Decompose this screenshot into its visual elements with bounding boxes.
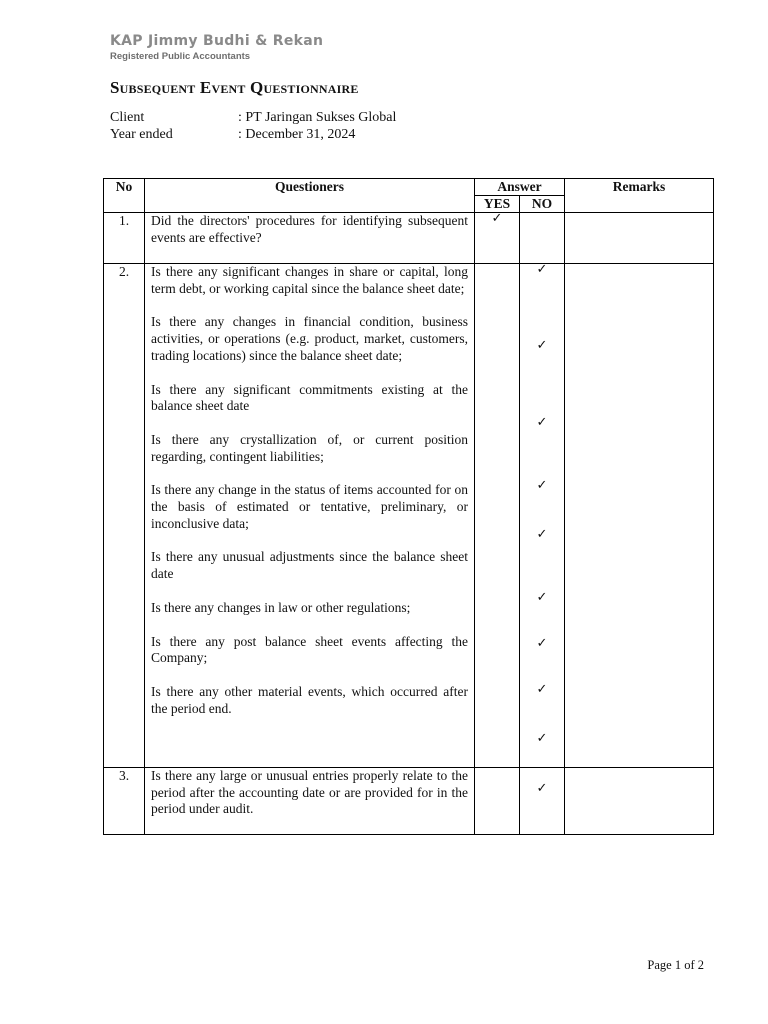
check-icon: ✓ — [536, 415, 548, 430]
check-icon: ✓ — [536, 338, 548, 353]
client-label: Client — [110, 110, 145, 125]
question-cell — [145, 264, 475, 768]
question-text: Is there any crystallization of, or current position regarding, contingent liabilities; — [151, 431, 468, 464]
year-ended-line — [110, 127, 355, 143]
remarks-cell — [565, 768, 714, 835]
header-no-answer: NO — [520, 196, 565, 213]
check-icon: ✓ — [536, 731, 548, 746]
question-text: Is there any other material events, which occurred after the period end. — [151, 683, 468, 716]
question-text: Is there any unusual adjustments since the balance sheet date — [151, 549, 468, 582]
yes-cell — [475, 264, 520, 768]
header-questions: Questioners — [145, 179, 475, 213]
question-cell — [145, 213, 475, 264]
check-icon: ✓ — [536, 590, 548, 605]
check-icon: ✓ — [536, 682, 548, 697]
year-ended-label: Year ended — [110, 127, 173, 142]
check-icon: ✓ — [536, 527, 548, 542]
client-value: : PT Jaringan Sukses Global — [238, 110, 397, 125]
question-text: Is there any large or unusual entries properly relate to the period after the accounting date or are provided for in the period under audit. — [151, 768, 468, 817]
question-text: Is there any changes in financial condition, business activities, or operations (e.g. product, market, customers, trading locations) since the balance sheet date; — [151, 314, 468, 363]
remarks-cell — [565, 213, 714, 264]
row-number: 3. — [104, 768, 145, 835]
questionnaire-table — [103, 178, 714, 835]
question-text: Is there any significant commitments existing at the balance sheet date — [151, 381, 468, 414]
check-icon: ✓ — [536, 262, 548, 277]
question-cell — [145, 768, 475, 835]
page-number: Page 1 of 2 — [647, 958, 704, 972]
firm-name: KAP Jimmy Budhi & Rekan — [110, 33, 324, 49]
check-icon: ✓ — [536, 781, 548, 796]
firm-subtitle: Registered Public Accountants — [110, 51, 251, 62]
check-icon: ✓ — [491, 211, 503, 226]
header-yes: YES — [475, 196, 520, 213]
check-icon: ✓ — [536, 478, 548, 493]
row-number: 1. — [104, 213, 145, 264]
document-title: Subsequent Event Questionnaire — [110, 78, 359, 97]
header-remarks: Remarks — [565, 179, 714, 213]
table-row — [104, 768, 714, 835]
no-cell — [520, 768, 565, 835]
client-line — [110, 110, 396, 126]
header-answer: Answer — [475, 179, 565, 196]
header-no: No — [104, 179, 145, 213]
row-number: 2. — [104, 264, 145, 768]
remarks-cell — [565, 264, 714, 768]
question-text: Is there any post balance sheet events affecting the Company; — [151, 633, 468, 666]
question-text: Is there any change in the status of items accounted for on the basis of estimated or tentative, preliminary, or inconclusive data; — [151, 482, 468, 531]
no-cell — [520, 264, 565, 768]
table-row — [104, 264, 714, 768]
question-text: Did the directors' procedures for identifying subsequent events are effective? — [151, 213, 468, 245]
yes-cell — [475, 213, 520, 264]
question-text: Is there any changes in law or other regulations; — [151, 599, 411, 615]
question-text: Is there any significant changes in share or capital, long term debt, or working capital since the balance sheet date; — [151, 264, 468, 296]
check-icon: ✓ — [536, 636, 548, 651]
year-ended-value: : December 31, 2024 — [238, 127, 356, 142]
table-row — [104, 213, 714, 264]
yes-cell — [475, 768, 520, 835]
no-cell — [520, 213, 565, 264]
